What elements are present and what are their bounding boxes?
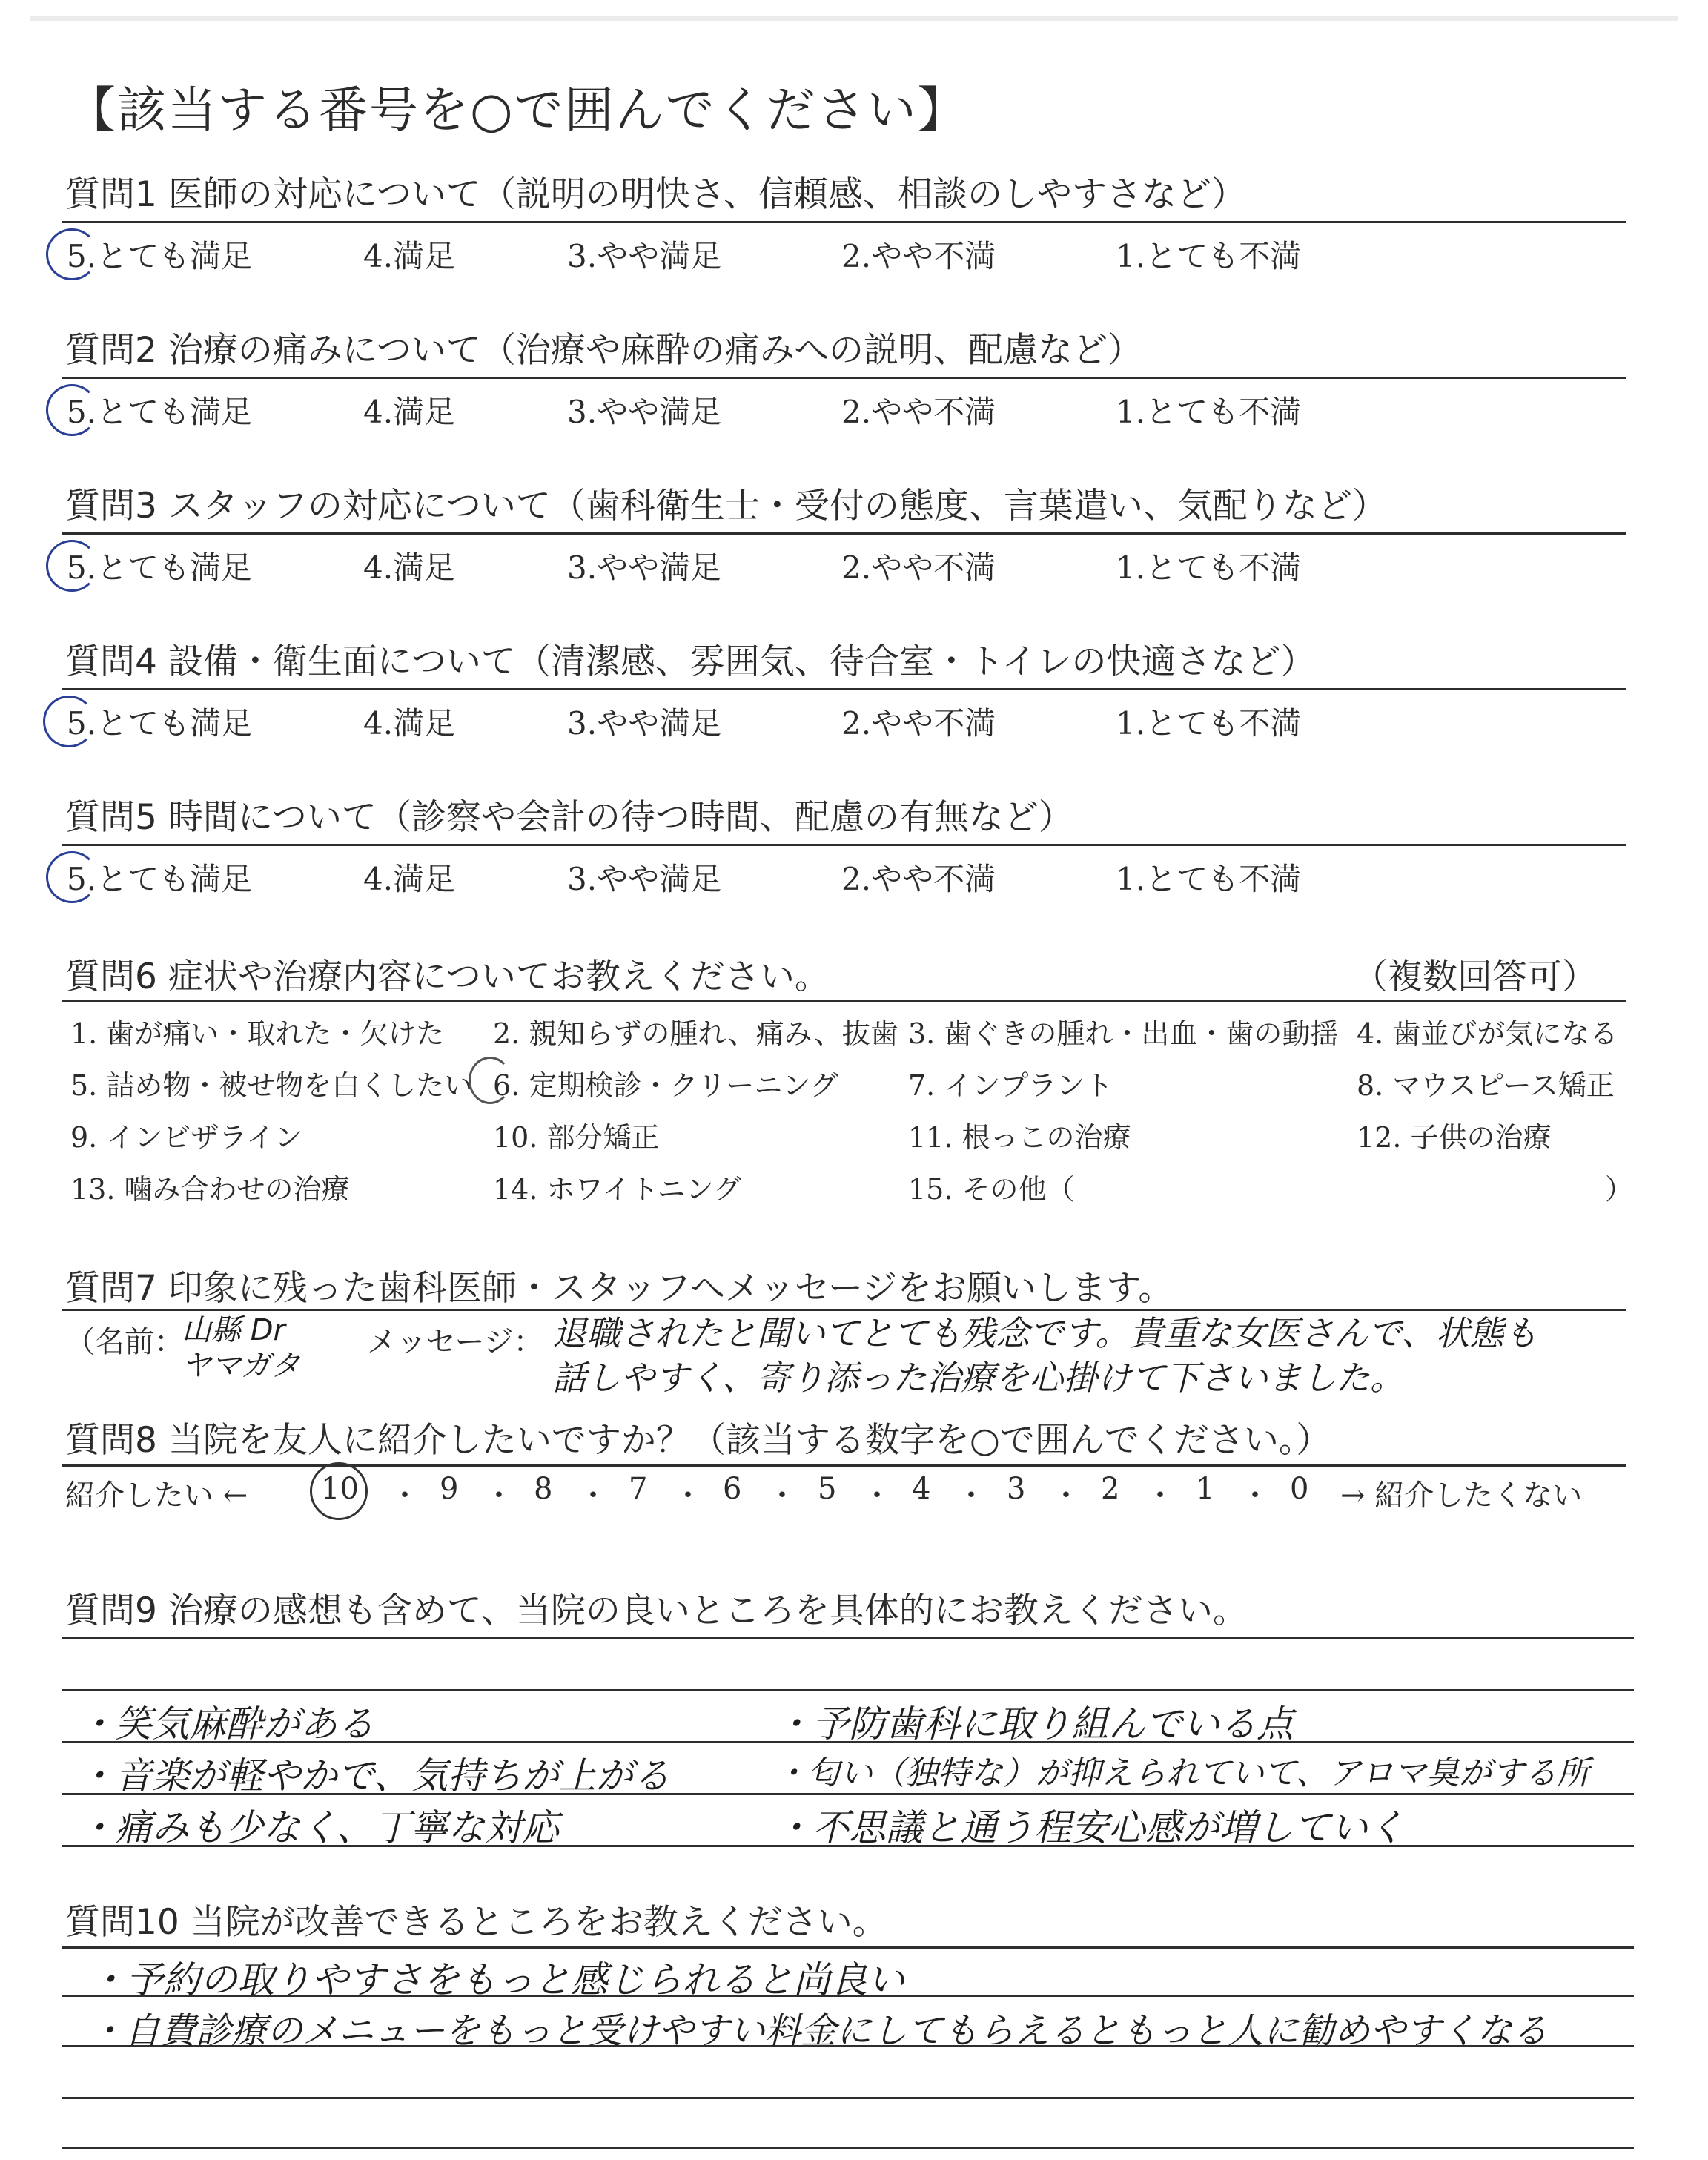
good-point-answer: ・不思議と通う程安心感が増していく — [775, 1806, 1405, 1849]
option-5[interactable]: 5.とても満足 — [67, 861, 253, 897]
selection-circle — [46, 540, 98, 592]
question-2-title: 質問2 治療の痛みについて（治療や麻酔の痛みへの説明、配慮など） — [65, 330, 1142, 371]
symptom-option[interactable]: 15. その他（ — [908, 1173, 1075, 1206]
symptom-option[interactable]: 13. 噛み合わせの治療 — [70, 1173, 350, 1206]
scale-value-3[interactable]: 3 — [1007, 1472, 1026, 1506]
question-6-title: 質問6 症状や治療内容についてお教えください。 — [65, 957, 830, 997]
multiple-answer-note: （複数回答可） — [1353, 957, 1597, 997]
selection-circle — [310, 1462, 368, 1520]
symptom-option[interactable]: 8. マウスピース矯正 — [1357, 1069, 1615, 1102]
symptom-option[interactable]: 9. インビザライン — [70, 1121, 303, 1154]
selection-circle — [43, 696, 95, 747]
divider — [62, 1464, 1626, 1467]
option-5[interactable]: 5.とても満足 — [67, 549, 253, 586]
symptom-option[interactable]: 3. 歯ぐきの腫れ・出血・歯の動揺 — [908, 1017, 1339, 1050]
scale-separator: ・ — [767, 1479, 797, 1513]
answer-line — [62, 2147, 1634, 2149]
scale-separator: ・ — [390, 1479, 420, 1513]
improvement-answer: ・自費診療のメニューをもっと受けやすい料金にしてもらえるともっと人に勧めやすくなる — [89, 2010, 1549, 2052]
question-2-options — [67, 388, 1327, 432]
scale-value-9[interactable]: 9 — [440, 1472, 459, 1506]
question-5-options — [67, 855, 1327, 899]
scale-separator: ・ — [862, 1479, 892, 1513]
question-8-title: 質問8 当院を友人に紹介したいですか？（該当する数字を○で囲んでください。） — [65, 1420, 1331, 1461]
scale-separator: ・ — [673, 1479, 703, 1513]
scale-right-label: → 紹介したくない — [1340, 1479, 1583, 1513]
symptom-option[interactable]: 14. ホワイトニング — [493, 1173, 742, 1206]
scale-separator: ・ — [1145, 1479, 1175, 1513]
name-value-line: ヤマガタ — [182, 1349, 300, 1383]
name-value-line: 山縣 Dr — [182, 1313, 285, 1347]
option-3[interactable]: 3.やや満足 — [567, 861, 722, 897]
symptom-option[interactable]: 5. 詰め物・被せ物を白くしたい — [70, 1069, 473, 1102]
divider — [62, 532, 1626, 535]
symptom-option-close: ） — [1605, 1173, 1634, 1206]
scale-separator: ・ — [1051, 1479, 1081, 1513]
selection-circle — [46, 228, 98, 280]
question-10-title: 質問10 当院が改善できるところをお教えください。 — [65, 1902, 887, 1943]
answer-line — [62, 1689, 1634, 1691]
option-2[interactable]: 2.やや不満 — [841, 394, 996, 430]
scale-separator: ・ — [1240, 1479, 1270, 1513]
question-3-options — [67, 544, 1327, 588]
option-3[interactable]: 3.やや満足 — [567, 394, 722, 430]
page-title: 【該当する番号を○で囲んでください】 — [67, 82, 968, 139]
option-4[interactable]: 4.満足 — [363, 549, 456, 586]
option-2[interactable]: 2.やや不満 — [841, 861, 996, 897]
answer-line — [62, 1946, 1634, 1949]
question-1-title: 質問1 医師の対応について（説明の明快さ、信頼感、相談のしやすさなど） — [65, 174, 1247, 215]
option-5[interactable]: 5.とても満足 — [67, 394, 253, 430]
selection-circle — [469, 1057, 512, 1104]
scale-value-8[interactable]: 8 — [534, 1472, 553, 1506]
selection-circle — [46, 384, 98, 436]
option-1[interactable]: 1.とても不満 — [1116, 394, 1302, 430]
divider — [62, 221, 1626, 223]
message-value — [552, 1311, 1635, 1400]
symptom-option[interactable]: 11. 根っこの治療 — [908, 1121, 1131, 1154]
good-point-answer: ・匂い（独特な）が抑えられていて、アロマ臭がする所 — [775, 1754, 1590, 1792]
symptom-option[interactable]: 7. インプラント — [908, 1069, 1113, 1102]
answer-line — [62, 1637, 1634, 1639]
divider — [62, 1000, 1626, 1002]
symptom-option[interactable]: 4. 歯並びが気になる — [1357, 1017, 1618, 1050]
scale-value-6[interactable]: 6 — [723, 1472, 742, 1506]
option-2[interactable]: 2.やや不満 — [841, 705, 996, 742]
scale-value-4[interactable]: 4 — [912, 1472, 931, 1506]
option-3[interactable]: 3.やや満足 — [567, 549, 722, 586]
good-point-answer: ・笑気麻酔がある — [78, 1702, 374, 1745]
question-5-title: 質問5 時間について（診察や会計の待つ時間、配慮の有無など） — [65, 797, 1073, 838]
divider — [62, 377, 1626, 379]
symptom-option[interactable]: 1. 歯が痛い・取れた・欠けた — [70, 1017, 445, 1050]
message-line: 退職されたと聞いてとても残念です。貴重な女医さんで、状態も — [552, 1313, 1538, 1353]
symptom-option[interactable]: 12. 子供の治療 — [1357, 1121, 1552, 1154]
message-line: 話しやすく、寄り添った治療を心掛けて下さいました。 — [552, 1358, 1405, 1398]
scale-value-1[interactable]: 1 — [1196, 1472, 1215, 1506]
option-1[interactable]: 1.とても不満 — [1116, 861, 1302, 897]
good-point-answer: ・音楽が軽やかで、気持ちが上がる — [78, 1754, 670, 1797]
option-1[interactable]: 1.とても不満 — [1116, 549, 1302, 586]
recommend-scale — [65, 1472, 1637, 1516]
scale-separator: ・ — [956, 1479, 986, 1513]
option-4[interactable]: 4.満足 — [363, 238, 456, 274]
option-1[interactable]: 1.とても不満 — [1116, 238, 1302, 274]
option-3[interactable]: 3.やや満足 — [567, 238, 722, 274]
scale-left-label: 紹介したい ← — [65, 1479, 248, 1513]
improvement-answer: ・予約の取りやすさをもっと感じられると尚良い — [89, 1958, 904, 2001]
option-4[interactable]: 4.満足 — [363, 394, 456, 430]
name-value — [182, 1312, 352, 1384]
option-3[interactable]: 3.やや満足 — [567, 705, 722, 742]
option-4[interactable]: 4.満足 — [363, 705, 456, 742]
option-4[interactable]: 4.満足 — [363, 861, 456, 897]
scale-separator: ・ — [578, 1479, 608, 1513]
scale-value-10[interactable]: 10 — [321, 1472, 359, 1506]
divider — [62, 688, 1626, 690]
question-7-title: 質問7 印象に残った歯科医師・スタッフへメッセージをお願いします。 — [65, 1268, 1174, 1309]
question-9-title: 質問9 治療の感想も含めて、当院の良いところを具体的にお教えください。 — [65, 1591, 1248, 1631]
divider — [62, 844, 1626, 846]
option-1[interactable]: 1.とても不満 — [1116, 705, 1302, 742]
selection-circle — [46, 851, 98, 903]
scale-value-5[interactable]: 5 — [818, 1472, 837, 1506]
question-4-options — [67, 699, 1327, 744]
symptom-option[interactable]: 10. 部分矯正 — [493, 1121, 660, 1154]
option-2[interactable]: 2.やや不満 — [841, 549, 996, 586]
scale-separator: ・ — [484, 1479, 514, 1513]
question-3-title: 質問3 スタッフの対応について（歯科衛生士・受付の態度、言葉遣い、気配りなど） — [65, 486, 1387, 526]
symptom-options-grid — [70, 1011, 1634, 1226]
good-point-answer: ・痛みも少なく、丁寧な対応 — [78, 1806, 559, 1849]
scale-value-7[interactable]: 7 — [629, 1472, 648, 1506]
answer-line — [62, 2097, 1634, 2099]
name-label: （名前： — [65, 1325, 184, 1359]
scan-edge — [30, 16, 1678, 21]
scale-value-0[interactable]: 0 — [1290, 1472, 1309, 1506]
option-2[interactable]: 2.やや不満 — [841, 238, 996, 274]
option-5[interactable]: 5.とても満足 — [67, 705, 253, 742]
question-1-options — [67, 232, 1327, 277]
question-4-title: 質問4 設備・衛生面について（清潔感、雰囲気、待合室・トイレの快適さなど） — [65, 641, 1316, 682]
symptom-option[interactable]: 2. 親知らずの腫れ、痛み、抜歯 — [493, 1017, 898, 1050]
option-5[interactable]: 5.とても満足 — [67, 238, 253, 274]
good-point-answer: ・予防歯科に取り組んでいる点 — [775, 1702, 1294, 1745]
message-label: メッセージ： — [367, 1325, 543, 1359]
symptom-option[interactable]: 6. 定期検診・クリーニング — [493, 1069, 838, 1102]
scale-value-2[interactable]: 2 — [1101, 1472, 1120, 1506]
